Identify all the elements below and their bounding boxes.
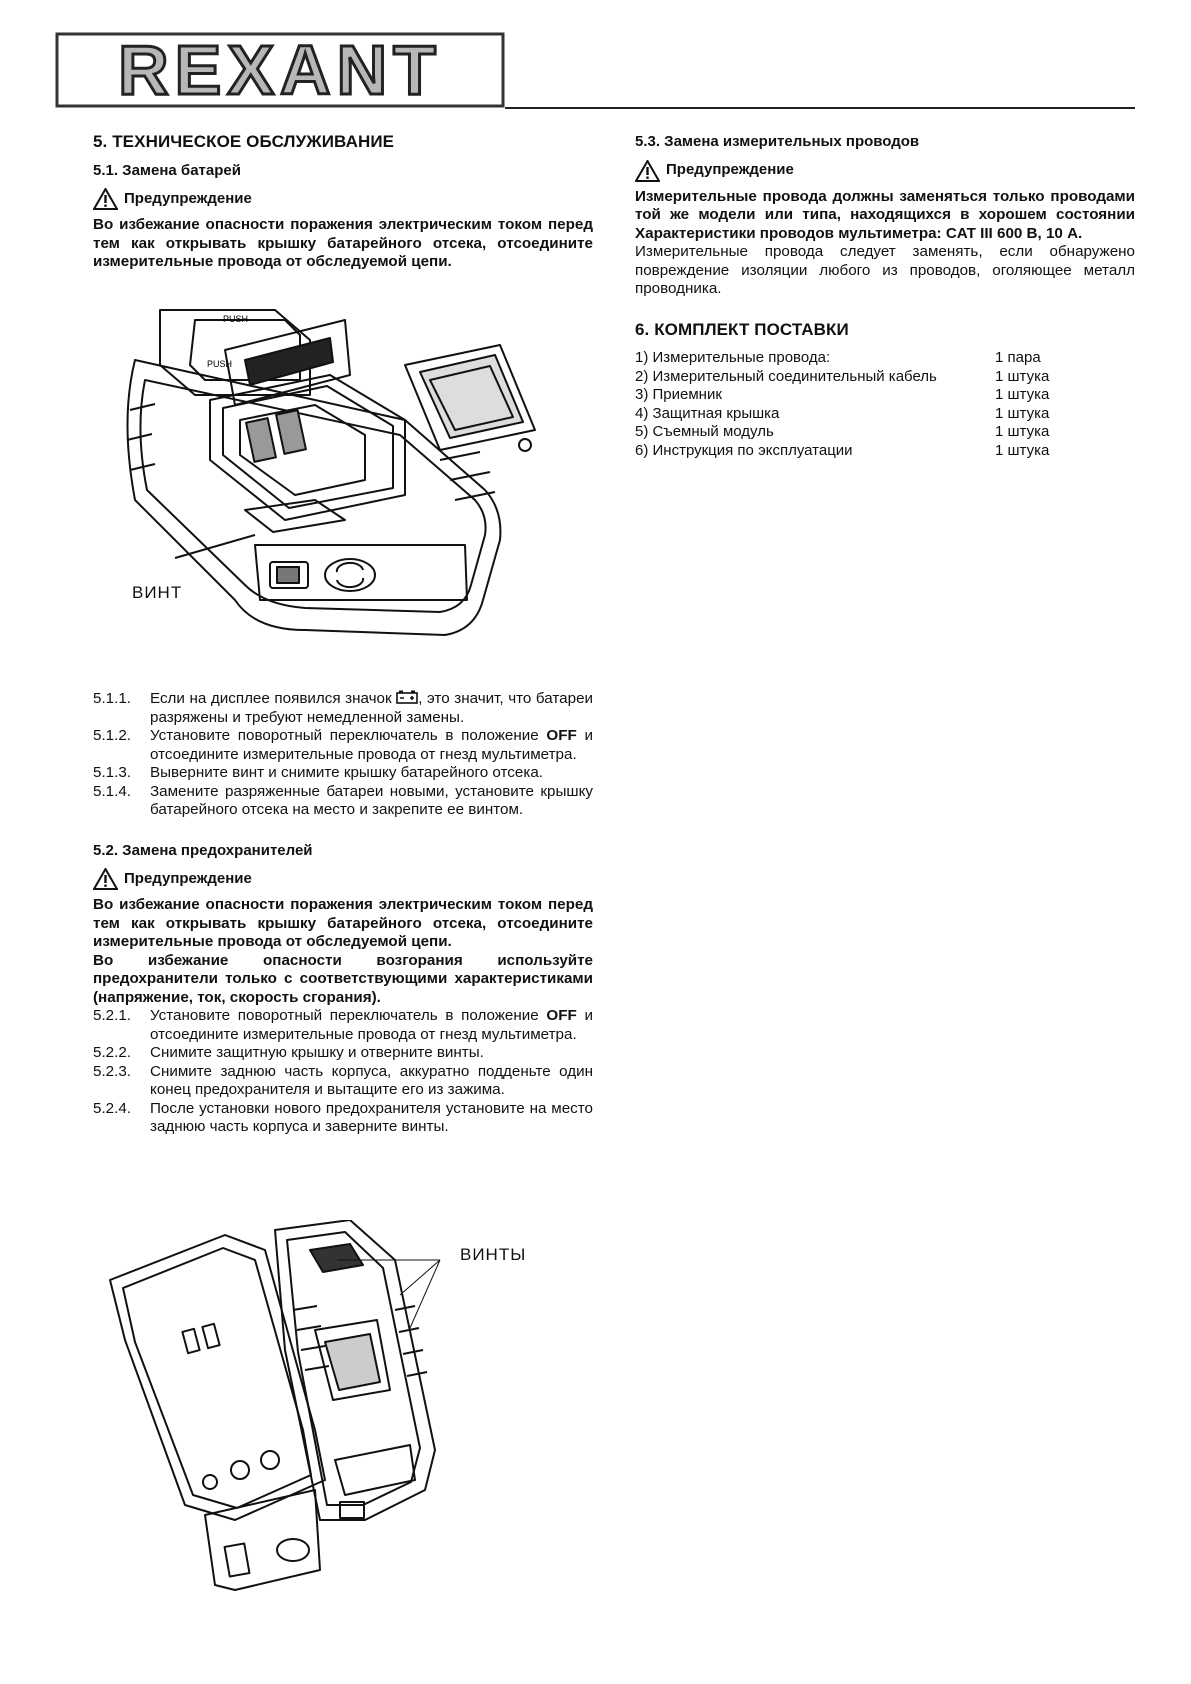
kit-item-qty: 1 штука xyxy=(995,404,1050,422)
rexant-logo xyxy=(55,28,505,112)
kit-item-name: 1) Измерительные провода: xyxy=(635,349,831,366)
step-number: 5.2.1. xyxy=(93,1007,131,1024)
step-number: 5.2.3. xyxy=(93,1062,131,1080)
warning-text-1: Во избежание опасности поражения электрическим током перед тем как открывать крышку батарейного отсека, отсоедините измерительные провода от обследуемой цепи. xyxy=(93,896,593,950)
off-label: OFF xyxy=(546,727,577,744)
step-5-1-3 xyxy=(93,764,593,783)
header-rule xyxy=(505,107,1135,109)
warning-label: Предупреждение xyxy=(124,869,252,887)
kit-list xyxy=(635,349,1135,460)
right-column xyxy=(635,133,1135,460)
figure-label-screw: ВИНТ xyxy=(132,583,183,602)
kit-item-name: 6) Инструкция по эксплуатации xyxy=(635,441,853,459)
step-5-2-1 xyxy=(93,1007,593,1044)
warning-label: Предупреждение xyxy=(124,189,252,207)
step-text: Снимите заднюю часть корпуса, аккуратно подденьте один конец предохранителя и вытащите его из зажима. xyxy=(150,1062,593,1098)
left-column-middle xyxy=(93,690,593,1137)
warning-heading xyxy=(93,188,593,210)
section-5-3-title: 5.3. Замена измерительных проводов xyxy=(635,133,920,150)
section-6-title: 6. КОМПЛЕКТ ПОСТАВКИ xyxy=(635,319,849,339)
warning-icon xyxy=(93,188,118,210)
kit-item-name: 3) Приемник xyxy=(635,386,722,403)
step-number: 5.1.3. xyxy=(93,764,131,781)
push-label-2: PUSH xyxy=(207,359,233,369)
left-column-top xyxy=(93,133,593,272)
warning-text: Во избежание опасности поражения электрическим током перед тем как открывать крышку батарейного отсека, отсоедините измерительные провода от обследуемой цепи. xyxy=(93,216,593,270)
kit-item-qty: 1 штука xyxy=(995,423,1050,440)
off-label: OFF xyxy=(546,1007,577,1024)
step-number: 5.1.4. xyxy=(93,782,131,800)
section-5-1-title: 5.1. Замена батарей xyxy=(93,161,241,179)
warning-heading xyxy=(93,868,593,890)
logo-text: REXANT xyxy=(118,31,442,109)
step-number: 5.1.1. xyxy=(93,690,131,707)
kit-item-qty: 1 пара xyxy=(995,349,1041,366)
step-text xyxy=(150,690,593,727)
kit-item-name: 5) Съемный модуль xyxy=(635,423,774,440)
kit-item-qty: 1 штука xyxy=(995,386,1050,403)
step-5-2-2 xyxy=(93,1044,593,1063)
section-5-2-title: 5.2. Замена предохранителей xyxy=(93,841,313,859)
kit-item-name: 2) Измерительный соединительный кабель xyxy=(635,367,937,385)
steps-5-1 xyxy=(93,690,593,820)
step-5-1-4 xyxy=(93,783,593,820)
step-text: Замените разряженные батареи новыми, установите крышку батарейного отсека на место и закрепите ее винтом. xyxy=(150,782,593,818)
step-text xyxy=(150,1007,593,1044)
fuse-replacement-figure xyxy=(105,1220,565,1600)
step-text: Выверните винт и снимите крышку батарейного отсека. xyxy=(150,764,543,781)
kit-item-qty: 1 штука xyxy=(995,367,1050,385)
kit-item-qty: 1 штука xyxy=(995,441,1050,459)
section-5-title: 5. ТЕХНИЧЕСКОЕ ОБСЛУЖИВАНИЕ xyxy=(93,132,395,151)
kit-item-name: 4) Защитная крышка xyxy=(635,404,780,422)
step-text-before: Если на дисплее появился значок xyxy=(150,690,392,707)
warning-icon xyxy=(93,868,118,890)
step-text: Снимите защитную крышку и отверните винты. xyxy=(150,1044,484,1061)
figure-label-screws: ВИНТЫ xyxy=(460,1245,527,1264)
step-text-after: и отсоедините измерительные провода от гнезд мультиметра. xyxy=(150,1007,593,1043)
warning-label: Предупреждение xyxy=(666,161,794,179)
warning-text-2: Во избежание опасности возгорания используйте предохранители только с соответствующими характеристиками (напряжение, ток, скорость сгорания). xyxy=(93,951,593,1006)
step-text-before: Установите поворотный переключатель в положение xyxy=(150,727,539,744)
step-number: 5.2.2. xyxy=(93,1044,131,1061)
step-5-1-2 xyxy=(93,727,593,764)
battery-compartment-figure xyxy=(105,300,545,660)
step-text xyxy=(150,727,593,764)
wires-warning-text: Измерительные провода должны заменяться только проводами той же модели или типа, находящихся в хорошем состоянии Характеристики проводов мультиметра: CAT III 600 В, 10 А. xyxy=(635,187,1135,242)
push-label-1: PUSH xyxy=(223,314,249,324)
warning-icon xyxy=(635,160,660,182)
step-number: 5.2.4. xyxy=(93,1099,131,1117)
step-number: 5.1.2. xyxy=(93,727,131,744)
battery-icon xyxy=(396,690,418,704)
step-5-1-1 xyxy=(93,690,593,727)
step-text-after: и отсоедините измерительные провода от гнезд мультиметра. xyxy=(150,727,593,763)
steps-5-2 xyxy=(93,1007,593,1137)
step-5-2-4 xyxy=(93,1100,593,1137)
warning-heading xyxy=(635,160,1135,182)
step-5-2-3 xyxy=(93,1063,593,1100)
step-text-after: , это значит, что батареи разряжены и требуют немедленной замены. xyxy=(150,690,593,726)
step-text-before: Установите поворотный переключатель в положение xyxy=(150,1007,539,1024)
wires-text: Измерительные провода следует заменять, если обнаружено повреждение изоляции любого из проводов, оголяющее металл проводника. xyxy=(635,243,1135,297)
step-text: После установки нового предохранителя установите на место заднюю часть корпуса и заверните винты. xyxy=(150,1099,593,1135)
